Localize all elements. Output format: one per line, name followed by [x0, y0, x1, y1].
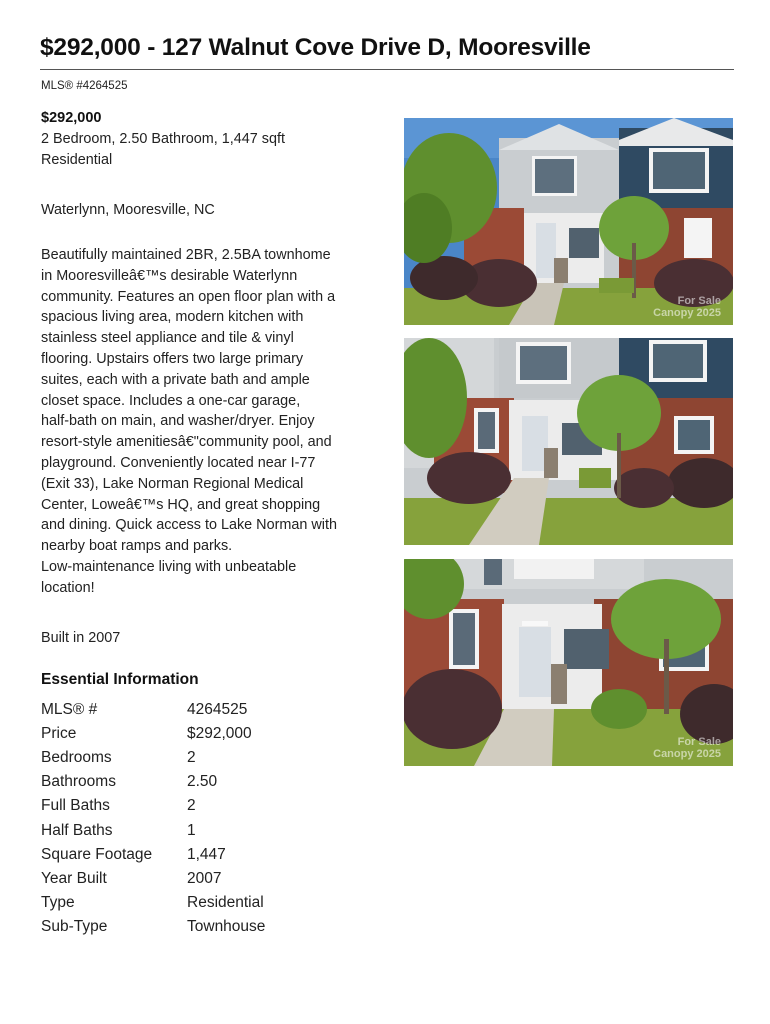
info-value: 1 — [187, 822, 196, 839]
description-line: Beautifully maintained 2BR, 2.5BA townhome — [41, 247, 331, 263]
description-line: flooring. Upstairs offers two large primary — [41, 350, 304, 367]
property-photo-2[interactable] — [404, 338, 733, 545]
description-line: spacious living area, modern kitchen with — [41, 309, 304, 326]
info-value: 2 — [187, 797, 196, 814]
info-label: Bedrooms — [41, 749, 112, 766]
info-value: 2 — [187, 749, 196, 766]
description-line: community. Features an open floor plan with a — [41, 288, 336, 305]
property-summary: 2 Bedroom, 2.50 Bathroom, 1,447 sqft — [41, 131, 285, 147]
description-line: playground. Conveniently located near I-77 — [41, 454, 316, 471]
description-line: suites, each with a private bath and ample — [41, 371, 310, 388]
townhome-entry-image — [404, 338, 733, 545]
info-row-half-baths — [41, 822, 341, 846]
description-line: Low-maintenance living with unbeatable — [41, 558, 297, 575]
info-label: Sub-Type — [41, 918, 108, 935]
info-value: 2007 — [187, 870, 222, 887]
listing-title: $292,000 - 127 Walnut Cove Drive D, Mooresville — [40, 34, 591, 61]
info-label: Half Baths — [41, 822, 113, 839]
info-label: Price — [41, 725, 77, 742]
description-line: Center, Loweâ€™s HQ, and great shopping — [41, 496, 321, 513]
info-row-price — [41, 725, 341, 749]
description-line: and dining. Quick access to Lake Norman with — [41, 517, 337, 534]
title-divider — [40, 69, 734, 70]
info-row-square-footage — [41, 846, 341, 870]
info-row-bedrooms — [41, 749, 341, 773]
info-row-year-built — [41, 870, 341, 894]
info-value: 1,447 — [187, 846, 226, 863]
info-row-full-baths — [41, 797, 341, 821]
info-row-type — [41, 894, 341, 918]
description-line: nearby boat ramps and parks. — [41, 538, 233, 555]
info-label: Type — [41, 894, 75, 911]
description-line: location! — [41, 579, 95, 596]
townhome-front-image — [404, 118, 733, 325]
info-row-mls — [41, 701, 341, 725]
essential-info-heading: Essential Information — [41, 671, 199, 688]
info-row-bathrooms — [41, 773, 341, 797]
property-location: Waterlynn, Mooresville, NC — [41, 202, 215, 218]
property-photo-3[interactable] — [404, 559, 733, 766]
photo-watermark: For Sale Canopy 2025 — [653, 736, 721, 760]
description-line: in Mooresvilleâ€™s desirable Waterlynn — [41, 267, 298, 284]
description-line: half-bath on main, and washer/dryer. Enjoy — [41, 413, 315, 430]
info-value: $292,000 — [187, 725, 252, 742]
property-category: Residential — [41, 152, 113, 168]
info-value: Residential — [187, 894, 264, 911]
info-label: Square Footage — [41, 846, 153, 863]
info-label: Year Built — [41, 870, 107, 887]
info-value: 4264525 — [187, 701, 248, 718]
description-line: (Exit 33), Lake Norman Regional Medical — [41, 475, 304, 492]
townhome-doorway-image — [404, 559, 733, 766]
price-heading: $292,000 — [41, 110, 102, 126]
mls-number: MLS® #4264525 — [41, 80, 128, 92]
photo-watermark: For Sale Canopy 2025 — [653, 295, 721, 319]
info-label: MLS® # — [41, 701, 98, 718]
info-value: Townhouse — [187, 918, 266, 935]
info-row-sub-type — [41, 918, 341, 942]
property-description — [41, 245, 371, 599]
info-label: Bathrooms — [41, 773, 116, 790]
property-photo-1[interactable] — [404, 118, 733, 325]
description-line: closet space. Includes a one-car garage, — [41, 392, 301, 409]
year-built-text: Built in 2007 — [41, 630, 121, 646]
description-line: stainless steel appliance and tile & vinyl — [41, 330, 294, 347]
info-value: 2.50 — [187, 773, 218, 790]
info-label: Full Baths — [41, 797, 110, 814]
description-line: resort-style amenitiesâ€"community pool, and — [41, 434, 332, 451]
